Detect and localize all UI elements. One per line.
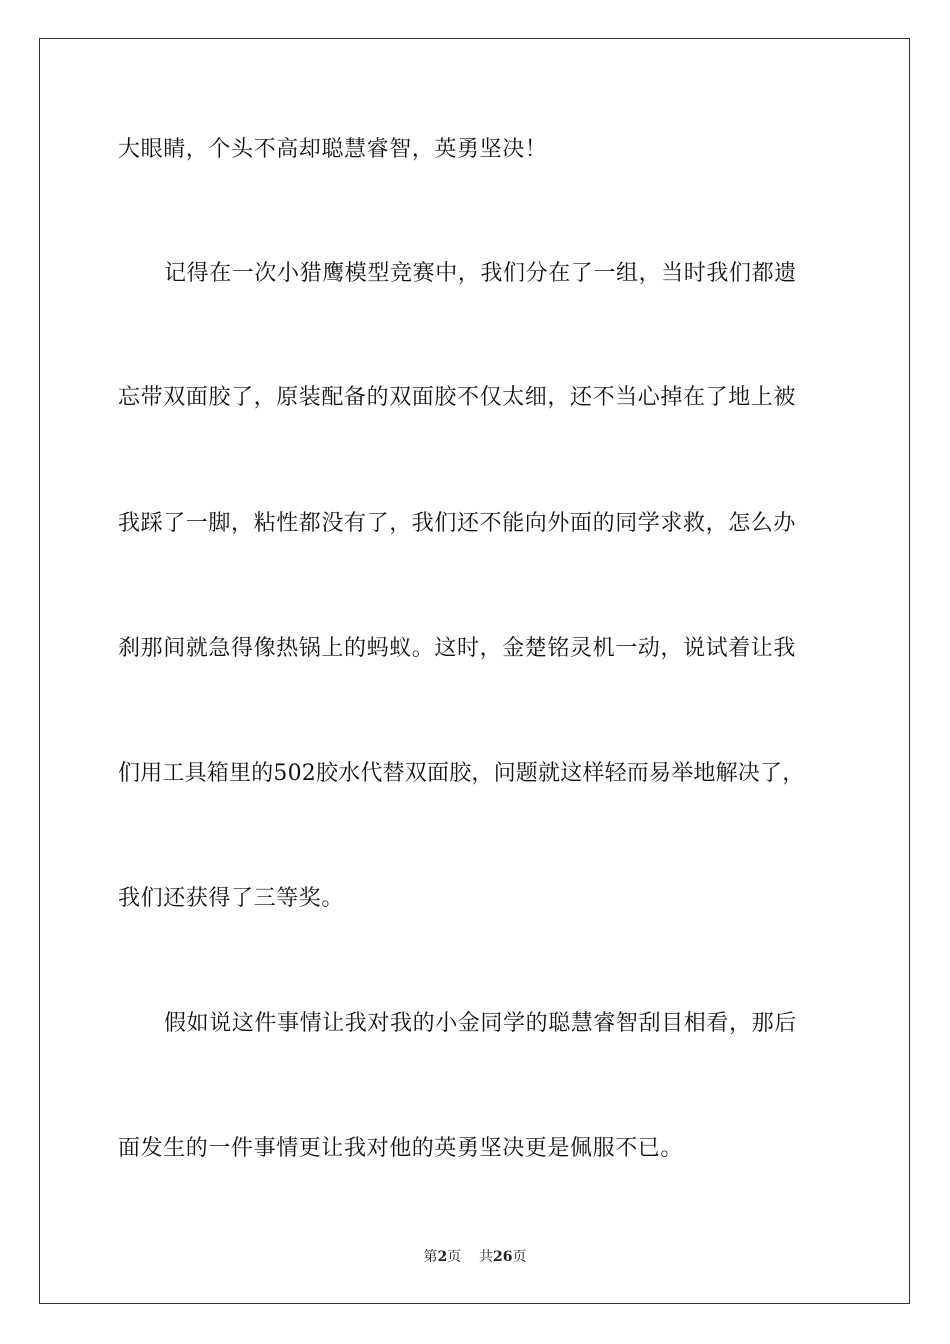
page-suffix: 页 [447,1249,462,1265]
page-footer [0,1247,950,1267]
page-prefix: 第 [423,1249,438,1265]
body-text-line: 我踩了一脚，粘性都没有了，我们还不能向外面的同学求救，怎么办 [118,511,797,536]
page-number: 2 [437,1249,448,1265]
paragraph-first-line: 假如说这件事情让我对我的小金同学的聪慧睿智刮目相看，那后 [164,1011,797,1036]
body-text-line: 忘带双面胶了，原装配备的双面胶不仅太细，还不当心掉在了地上被 [118,385,797,410]
total-suffix: 页 [512,1249,527,1265]
total-pages: 26 [493,1249,513,1265]
page-border [39,38,910,1304]
body-text-line: 们用工具箱里的502胶水代替双面胶，问题就这样轻而易举地解决了， [118,761,805,786]
body-text-line: 刹那间就急得像热锅上的蚂蚁。这时，金楚铭灵机一动，说试着让我 [118,636,797,661]
body-text-line: 大眼睛，个头不高却聪慧睿智，英勇坚决！ [118,137,548,162]
body-text-line: 我们还获得了三等奖。 [118,886,345,911]
total-prefix: 共 [479,1249,494,1265]
paragraph-first-line: 记得在一次小猎鹰模型竞赛中，我们分在了一组，当时我们都遗 [164,261,797,286]
body-text-line: 面发生的一件事情更让我对他的英勇坚决更是佩服不已。 [118,1136,684,1161]
